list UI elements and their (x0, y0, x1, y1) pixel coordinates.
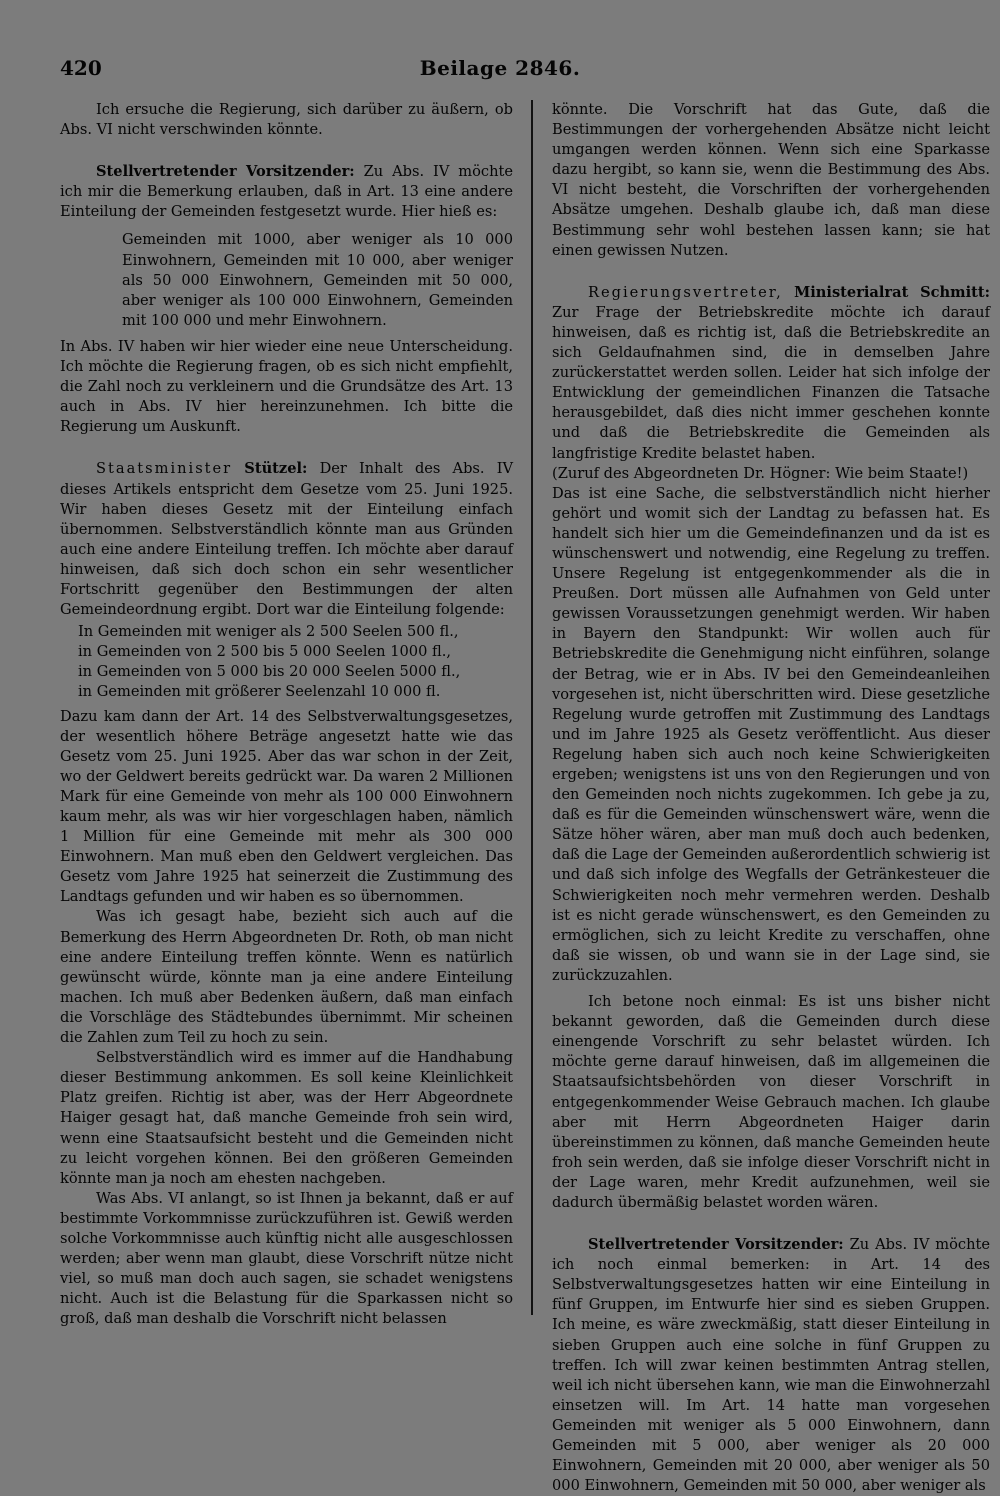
speaker-label: Stellvertretender Vorsitzender: (588, 1236, 844, 1254)
page-number: 420 (60, 56, 102, 80)
amount-list (60, 622, 513, 702)
speaker-name: Stützel: (244, 460, 308, 478)
speech-text: Zu Abs. IV möchte ich noch einmal bemerken: in Art. 14 des Selbstverwaltungsgesetzes hatten wir eine Einteilung in fünf Gruppen, im Entwurfe hier sind es sieben Gruppen. Ich meine, es wäre zweckmäßig, statt dieser Einteilung in sieben Gruppen auch eine solche in fünf Gruppen zu treffen. Ich will zwar keinen bestimmten Antrag stellen, weil ich nicht übersehen kann, wie man die Einwohnerzahl einsetzen will. Im Art. 14 hatte man vorgesehen Gemeinden mit weniger als 5 000 Einwohnern, dann Gemeinden mit 5 000, aber weniger als 20 000 Einwohnern, Gemeinden mit 20 000, aber weniger als 50 000 Einwohnern, Gemeinden mit 50 000, aber weniger als (552, 1236, 991, 1495)
speaker-title: Staatsminister (96, 460, 233, 478)
paragraph: Das ist eine Sache, die selbstverständlich nicht hierher gehört und womit sich der Landtag zu befassen hat. Es handelt sich hier um die Gemeindefinanzen und da ist es wünschenswert und notwendig, eine Regelung zu treffen. Unsere Regelung ist entgegenkommender als die in Preußen. Dort müssen alle Aufnahmen von Geld unter gewissen Voraussetzungen genehmigt werden. Wir haben in Bayern den Standpunkt: Wir wollen auch für Betriebskredite die Genehmigung nicht einführen, solange der Betrag, wie er in Abs. IV bei den Gemeindeanleihen vorgesehen ist, nicht überschritten wird. Diese gesetzliche Regelung wurde getroffen mit Zustimmung des Landtags und im Jahre 1925 als Gesetz veröffentlicht. Aus dieser Regelung haben sich auch noch keine Schwierigkeiten ergeben; wenigstens ist uns von den Regierungen und von den Gemeinden noch nichts zugekommen. Ich gebe ja zu, daß es für die Gemeinden wünschenswert wäre, wenn die Sätze höher wären, aber man muß doch auch bedenken, daß die Lage der Gemeinden außerordentlich schwierig ist und daß sich infolge des Wegfalls der Getränkesteuer die Schwierigkeiten noch mehr vermehren werden. Deshalb ist es nicht gerade wünschenswert, es den Gemeinden zu ermöglichen, sich zu leicht Kredite zu verschaffen, ohne daß sie wissen, ob und wann sie in der Lage sind, sie zurückzuzahlen. (552, 484, 990, 984)
page-header (0, 56, 1000, 86)
page-title: Beilage 2846. (419, 56, 581, 80)
paragraph: In Abs. IV haben wir hier wieder eine neue Unterscheidung. Ich möchte die Regierung fragen, ob es sich nicht empfiehlt, die Zahl noch zu verkleinern und die Grundsätze des Art. 13 auch in Abs. IV hier hereinzunehmen. Ich bitte die Regierung um Auskunft. (60, 337, 513, 436)
list-item: In Gemeinden mit weniger als 2 500 Seelen 500 fl., (78, 623, 459, 641)
speech-paragraph (60, 162, 513, 222)
column-divider (531, 100, 533, 1315)
right-column (552, 100, 990, 1496)
interjection: (Zuruf des Abgeordneten Dr. Högner: Wie beim Staate!) (552, 464, 969, 482)
left-column (60, 100, 513, 1329)
paragraph: Ich ersuche die Regierung, sich darüber zu äußern, ob Abs. VI nicht verschwinden könnte. (60, 101, 513, 139)
speech-text: Zur Frage der Betriebskredite möchte ich darauf hinweisen, daß es richtig ist, daß die Betriebskredite an sich Geldaufnahmen sind, die in demselben Jahre zurückerstattet werden sollen. Leider hat sich infolge der Entwicklung der gemeindlichen Finanzen die Tatsache herausgebildet, daß dies nicht immer geschehen konnte und daß die Betriebskredite die Gemeinden als langfristige Kredite belastet haben. (552, 303, 990, 462)
speech-paragraph (60, 459, 513, 620)
paragraph: Was Abs. VI anlangt, so ist Ihnen ja bekannt, daß er auf bestimmte Vorkommnisse zurückzuführen ist. Gewiß werden solche Vorkommnisse auch künftig nicht alle ausgeschlossen werden; aber wenn man glaubt, diese Vorschrift nütze nicht viel, so muß man doch auch sagen, sie schadet wenigstens nicht. Auch ist die Belastung für die Sparkassen nicht so groß, daß man deshalb die Vorschrift nicht belassen (60, 1189, 513, 1328)
speech-text: Zu Abs. IV möchte ich mir die Bemerkung erlauben, daß in Art. 13 eine andere Einteilung der Gemeinden festgesetzt wurde. Hier hieß es: (60, 163, 514, 221)
paragraph: Selbstverständlich wird es immer auf die Handhabung dieser Bestimmung ankommen. Es soll keine Kleinlichkeit Platz greifen. Richtig ist aber, was der Herr Abgeordnete Haiger gesagt hat, daß manche Gemeinde froh sein wird, wenn eine Staatsaufsicht besteht und die Gemeinden nicht zu leicht vorgehen können. Bei den größeren Gemeinden könnte man ja noch am ehesten nachgeben. (60, 1049, 513, 1187)
speaker-name: Ministerialrat Schmitt: (794, 283, 990, 301)
quoted-text: Gemeinden mit 1000, aber weniger als 10 000 Einwohnern, Gemeinden mit 10 000, aber weniger als 50 000 Einwohnern, Gemeinden mit 50 000, aber weniger als 100 000 Einwohnern, Gemeinden mit 100 000 und mehr Einwohnern. (122, 231, 513, 329)
paragraph: Ich betone noch einmal: Es ist uns bisher nicht bekannt geworden, daß die Gemeinden durch diese einengende Vorschrift zu sehr belastet würden. Ich möchte gerne darauf hinweisen, daß im allgemeinen die Staatsaufsichtsbehörden von dieser Vorschrift in entgegenkommender Weise Gebrauch machen. Ich glaube aber mit Herrn Abgeordneten Haiger darin übereinstimmen zu können, daß manche Gemeinden heute froh sein werden, daß sie infolge dieser Vorschrift nicht in der Lage waren, mehr Kredit aufzunehmen, weil sie dadurch übermäßig belastet worden wären. (552, 993, 990, 1211)
list-item: in Gemeinden von 2 500 bis 5 000 Seelen 1000 fl., (78, 643, 452, 661)
paragraph: Dazu kam dann der Art. 14 des Selbstverwaltungsgesetzes, der wesentlich höhere Beträge angesetzt hatte wie das Gesetz vom 25. Juni 1925. Aber das war schon in der Zeit, wo der Geldwert bereits gedrückt war. Da waren 2 Millionen Mark für eine Gemeinde von mehr als 100 000 Einwohnern kaum mehr, als was wir hier vorgeschlagen haben, nämlich 1 Million für eine Gemeinde mit mehr als 300 000 Einwohnern. Man muß eben den Geldwert vergleichen. Das Gesetz vom Jahre 1925 hat seinerzeit die Zustimmung des Landtags gefunden und wir haben es so übernommen. (60, 707, 513, 906)
speech-paragraph (552, 283, 990, 464)
speech-text: Der Inhalt des Abs. IV dieses Artikels entspricht dem Gesetze vom 25. Juni 1925. Wir haben dieses Gesetz mit der Einteilung einfach übernommen. Selbstverständlich könnte man aus Gründen auch eine andere Einteilung treffen. Ich möchte aber darauf hinweisen, daß sich doch schon ein sehr wesentlicher Fortschritt gegenüber den Bestimmungen der alten Gemeindeordnung ergibt. Dort war die Einteilung folgende: (60, 460, 513, 619)
paragraph: könnte. Die Vorschrift hat das Gute, daß die Bestimmungen der vorhergehenden Absätze nicht leicht umgangen werden können. Wenn sich eine Sparkasse dazu hergibt, so kann sie, wenn die Bestimmung des Abs. VI nicht besteht, die Vorschriften der vorhergehenden Absätze umgehen. Deshalb glaube ich, daß man diese Bestimmung sehr wohl bestehen lassen kann; sie hat einen gewissen Nutzen. (552, 101, 990, 259)
speaker-label: Stellvertretender Vorsitzender: (96, 163, 355, 181)
list-item: in Gemeinden mit größerer Seelenzahl 10 000 fl. (78, 683, 441, 701)
paragraph: Was ich gesagt habe, bezieht sich auch auf die Bemerkung des Herrn Abgeordneten Dr. Roth, ob man nicht eine andere Einteilung treffen könnte. Wenn es natürlich gewünscht würde, könnte man ja eine andere Einteilung machen. Ich muß aber Bedenken äußern, daß man einfach die Vorschläge des Städtebundes übernimmt. Mir scheinen die Zahlen zum Teil zu hoch zu sein. (60, 908, 513, 1047)
speaker-title: Regierungsvertreter, (588, 283, 783, 301)
list-item: in Gemeinden von 5 000 bis 20 000 Seelen 5000 fl., (78, 663, 461, 681)
speech-paragraph (552, 1235, 990, 1496)
